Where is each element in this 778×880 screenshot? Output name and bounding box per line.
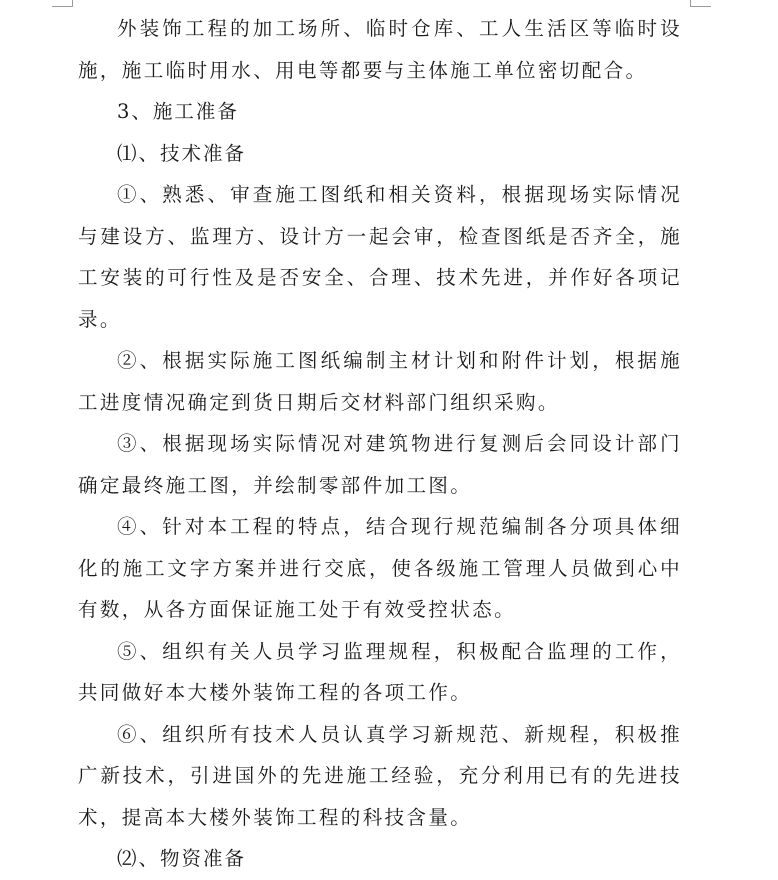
subsection-heading-material-preparation: ⑵、物资准备 [117,847,247,870]
paragraph-item-1: ①、熟悉、审查施工图纸和相关资料，根据现场实际情况与建设方、监理方、设计方一起会审，检查图纸是否齐全，施工安装的可行性及是否安全、合理、技术先进，并作好各项记录。 [78,183,682,331]
paragraph-item-3: ③、根据现场实际情况对建筑物进行复测后会同设计部门确定最终施工图，并绘制零部件加工图。 [78,432,682,497]
crop-mark-right [690,0,711,7]
paragraph-item-4: ④、针对本工程的特点，结合现行规范编制各分项具体细化的施工文字方案并进行交底，使各级施工管理人员做到心中有数，从各方面保证施工处于有效受控状态。 [78,515,682,621]
subsection-heading-technical-preparation: ⑴、技术准备 [117,141,247,165]
crop-mark-left [52,0,73,7]
section-heading-construction-preparation: 3、施工准备 [117,100,239,123]
paragraph-item-5: ⑤、组织有关人员学习监理规程，积极配合监理的工作，共同做好本大楼外装饰工程的各项工作。 [78,639,682,704]
paragraph-temporary-facilities: 外装饰工程的加工场所、临时仓库、工人生活区等临时设施，施工临时用水、用电等都要与主体施工单位密切配合。 [78,17,682,82]
paragraph-item-2: ②、根据实际施工图纸编制主材计划和附件计划，根据施工进度情况确定到货日期后交材料部门组织采购。 [78,349,682,414]
document-body[interactable] [78,8,682,880]
paragraph-item-6: ⑥、组织所有技术人员认真学习新规范、新规程，积极推广新技术，引进国外的先进施工经验，充分利用已有的先进技术，提高本大楼外装饰工程的科技含量。 [78,722,682,829]
